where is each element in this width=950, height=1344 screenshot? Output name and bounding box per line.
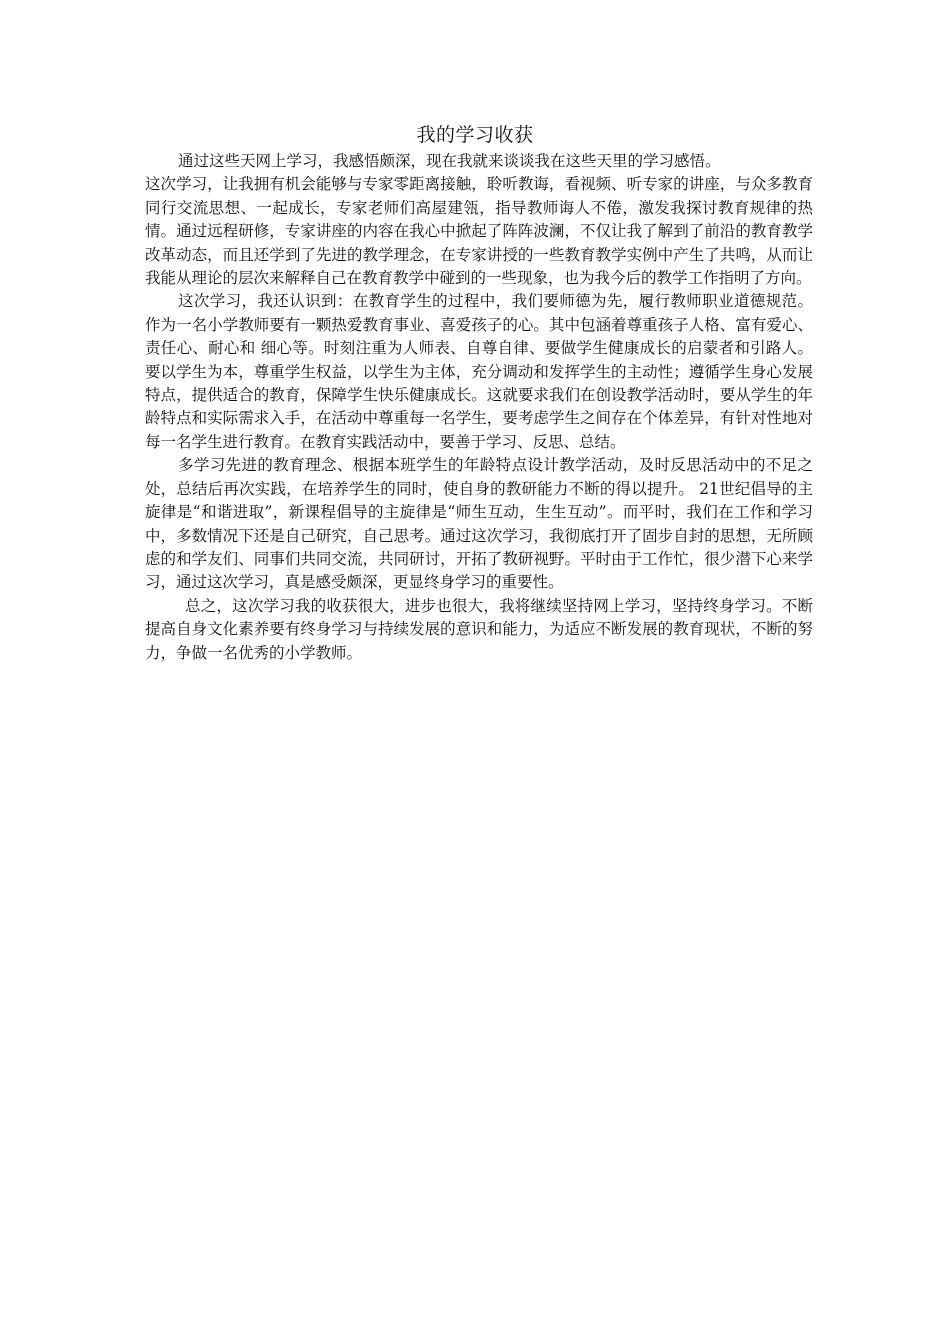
paragraph-expert-lectures: 这次学习，让我拥有机会能够与专家零距离接触，聆听教诲，看视频、听专家的讲座，与众多教育同行交流思想、一起成长，专家老师们高屋建瓴，指导教师诲人不倦，激发我探讨教育规律的热情。通过远程研修，专家讲座的内容在我心中掀起了阵阵波澜，不仅让我了解到了前沿的教育教学改革动态，而且还学到了先进的教学理念，在专家讲授的一些教育教学实例中产生了共鸣，从而让我能从理论的层次来解释自己在教育教学中碰到的一些现象，也为我今后的教学工作指明了方向。: [145, 175, 813, 288]
paragraph-teacher-ethics: 这次学习，我还认识到：在教育学生的过程中，我们要师德为先，履行教师职业道德规范。作为一名小学教师要有一颗热爱教育事业、喜爱孩子的心。其中包涵着尊重孩子人格、富有爱心、责任心、耐心和 细心等。时刻注重为人师表、自尊自律、要做学生健康成长的启蒙者和引路人。要以学生为本，尊重学生权益，以学生为主体，充分调动和发挥学生的主动性；遵循学生身心发展特点，提供适合的教育，保障学生快乐健康成长。这就要求我们在创设教学活动时，要从学生的年龄特点和实际需求入手，在活动中尊重每一名学生，要考虑学生之间存在个体差异，有针对性地对每一名学生进行教育。在教育实践活动中，要善于学习、反思、总结。: [145, 292, 813, 451]
document-body: [145, 150, 813, 665]
paragraph-conclusion: 总之，这次学习我的收获很大，进步也很大，我将继续坚持网上学习，坚持终身学习。不断提高自身文化素养要有终身学习与持续发展的意识和能力，为适应不断发展的教育现状，不断的努力，争做一名优秀的小学教师。: [145, 596, 813, 662]
paragraph-teaching-reflection: 多学习先进的教育理念、根据本班学生的年龄特点设计教学活动，及时反思活动中的不足之处，总结后再次实践，在培养学生的同时，使自身的教研能力不断的得以提升。 21世纪倡导的主旋律是“和谐进取”，新课程倡导的主旋律是“师生互动，生生互动”。而平时，我们在工作和学习中，多数情况下还是自己研究，自己思考。通过这次学习，我彻底打开了固步自封的思想，无所顾虑的和学友们、同事们共同交流，共同研讨，开拓了教研视野。平时由于工作忙，很少潜下心来学习，通过这次学习，真是感受颇深，更显终身学习的重要性。: [145, 456, 813, 592]
paragraph-intro: 通过这些天网上学习，我感悟颇深，现在我就来谈谈我在这些天里的学习感悟。: [178, 152, 721, 170]
document-title: 我的学习收获: [416, 124, 534, 146]
